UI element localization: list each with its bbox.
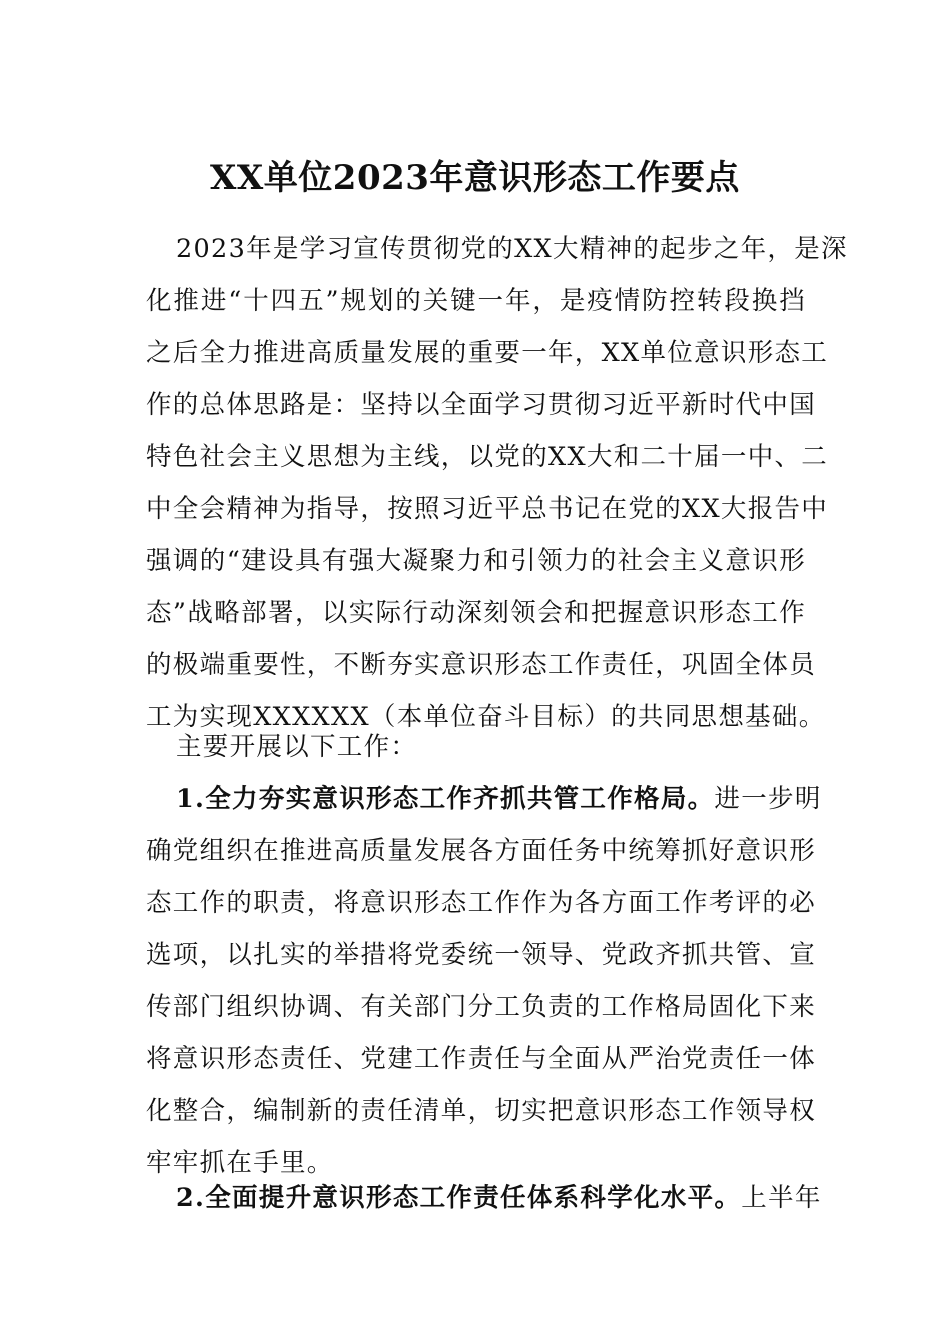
section-1-paragraph [146, 773, 822, 1189]
paragraph-line: 特色社会主义思想为主线，以党的XX大和二十届一中、二 [146, 442, 829, 472]
section-1-first-line-text: 进一步明 [714, 784, 822, 814]
document-title: XX单位2023年意识形态工作要点 [210, 158, 740, 198]
paragraph-line: 选项，以扎实的举措将党委统一领导、党政齐抓共管、宣 [146, 940, 817, 970]
paragraph-line: 化推进“十四五”规划的关键一年，是疫情防控转段换挡 [146, 286, 806, 316]
paragraph-line: 的极端重要性，不断夯实意识形态工作责任，巩固全体员 [146, 650, 817, 680]
paragraph-line: 传部门组织协调、有关部门分工负责的工作格局固化下来 [146, 992, 817, 1022]
section-2-heading: 2.全面提升意识形态工作责任体系科学化水平。 [176, 1183, 742, 1213]
paragraph-line: 工为实现XXXXXX（本单位奋斗目标）的共同思想基础。 [146, 702, 826, 732]
lead-in-line: 主要开展以下工作： [176, 732, 418, 762]
section-2-first-line-text: 上半年 [741, 1183, 822, 1213]
paragraph-line: 作的总体思路是：坚持以全面学习贯彻习近平新时代中国 [146, 390, 817, 420]
paragraph-line: 态工作的职责，将意识形态工作作为各方面工作考评的必 [146, 888, 817, 918]
paragraph-line: 强调的“建设具有强大凝聚力和引领力的社会主义意识形 [146, 546, 806, 576]
paragraph-line: 确党组织在推进高质量发展各方面任务中统筹抓好意识形 [146, 836, 817, 866]
intro-paragraph [146, 223, 848, 743]
paragraph-line: 之后全力推进高质量发展的重要一年，XX单位意识形态工 [146, 338, 829, 368]
paragraph-line: 牢牢抓在手里。 [146, 1148, 334, 1178]
paragraph-line: 2023年是学习宣传贯彻党的XX大精神的起步之年，是深 [176, 234, 848, 264]
paragraph-line: 化整合，编制新的责任清单，切实把意识形态工作领导权 [146, 1096, 817, 1126]
paragraph-line: 将意识形态责任、党建工作责任与全面从严治党责任一体 [146, 1044, 817, 1074]
section-heading-line [146, 1172, 822, 1224]
section-heading-line [146, 773, 822, 825]
lead-in-paragraph [146, 721, 806, 773]
paragraph-line: 态”战略部署，以实际行动深刻领会和把握意识形态工作 [146, 598, 806, 628]
section-2-paragraph [146, 1172, 822, 1224]
paragraph-line: 中全会精神为指导，按照习近平总书记在党的XX大报告中 [146, 494, 829, 524]
section-1-heading: 1.全力夯实意识形态工作齐抓共管工作格局。 [176, 784, 715, 814]
